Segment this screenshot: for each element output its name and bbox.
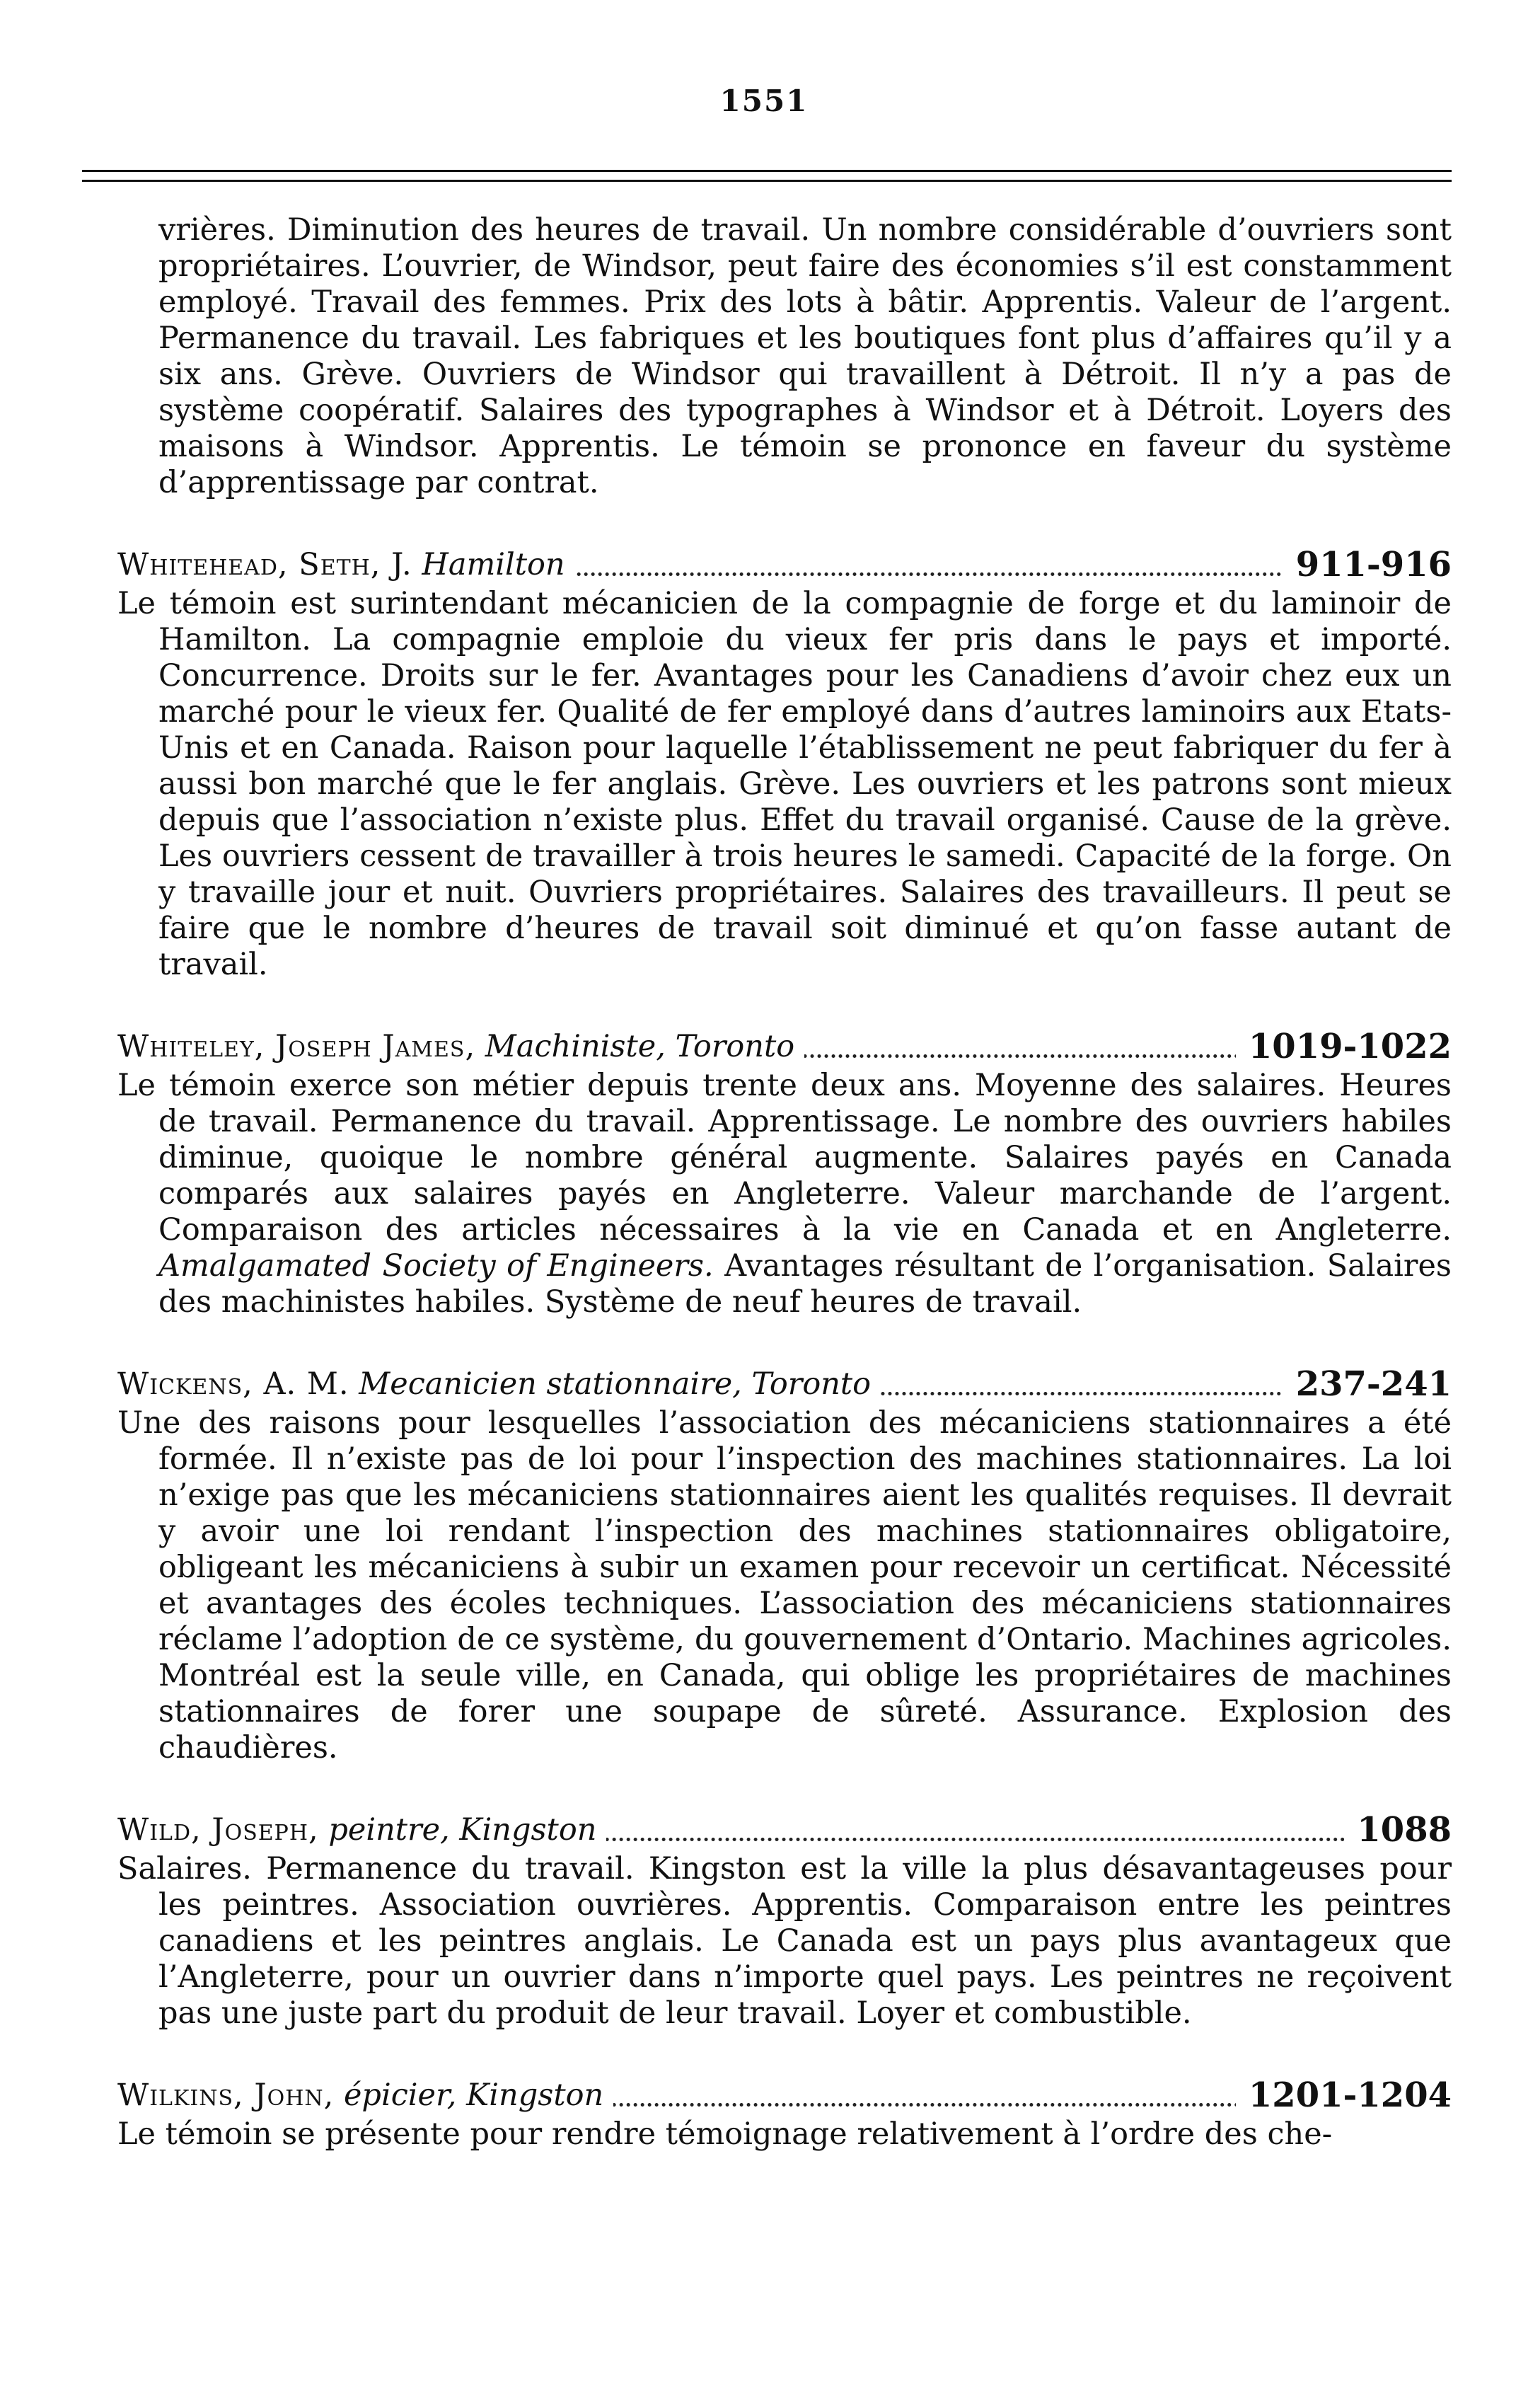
entry-heading	[117, 1810, 1452, 1850]
page-reference: 1201-1204	[1236, 2075, 1452, 2115]
entry-name-line	[117, 1810, 606, 1850]
entry-heading	[117, 1027, 1452, 1066]
witness-place: Kingston	[459, 1812, 597, 1848]
witness-place: Hamilton	[422, 547, 565, 582]
entry-heading	[117, 1364, 1452, 1404]
entry-heading	[117, 545, 1452, 584]
page-reference: 1019-1022	[1236, 1027, 1452, 1066]
page-reference: 911-916	[1283, 545, 1452, 584]
witness-name: Wickens, A. M.	[117, 1366, 349, 1402]
entry-summary: Le témoin est surintendant mécanicien de la compagnie de forge et du laminoir de Hamilton. La compagnie emploie du vieux fer pris dans le pays et importé. Concurrence. Droits sur le fer. Avantages pour les Canadiens d’avoir chez eux un marché pour le vieux fer. Qualité de fer employé dans d’autres laminoirs aux Etats-Unis et en Canada. Raison pour laquelle l’établissement ne peut fabriquer du fer à aussi bon marché que le fer anglais. Grève. Les ouvriers et les patrons sont mieux depuis que l’association n’existe plus. Effet du travail organisé. Cause de la grève. Les ouvriers cessent de travailler à trois heures le samedi. Capacité de la forge. On y travaille jour et nuit. Ouvriers propriétaires. Salaires des travailleurs. Il peut se faire que le nombre d’heures de travail soit diminué et qu’on fasse autant de travail.	[117, 586, 1452, 982]
page-content	[117, 212, 1452, 2153]
entry-summary-part: Avantages résultant de l’organisation. Salaires des machinistes habiles. Système de neuf heures de travail.	[158, 1248, 1452, 1320]
entry-name-line	[117, 2075, 613, 2115]
witness-entry	[117, 1027, 1452, 1320]
header-rule-bottom	[82, 180, 1452, 182]
witness-name: Wilkins, John,	[117, 2078, 335, 2113]
witness-occupation: Mecanicien stationnaire,	[359, 1366, 742, 1402]
witness-occupation: peintre,	[328, 1812, 450, 1848]
witness-entry	[117, 1364, 1452, 1766]
header-rule-top	[82, 170, 1452, 172]
page-reference: 237-241	[1283, 1364, 1452, 1404]
entry-name-line	[117, 545, 575, 584]
witness-entry	[117, 1810, 1452, 2032]
page-reference: 1088	[1344, 1810, 1452, 1850]
witness-entry	[117, 545, 1452, 983]
witness-entry	[117, 2075, 1452, 2153]
witness-place: Toronto	[675, 1029, 795, 1064]
entry-name-line	[117, 1364, 881, 1404]
witness-occupation: épicier,	[343, 2078, 457, 2113]
entry-summary-italic: Amalgamated Society of Engineers.	[158, 1248, 714, 1284]
entry-summary: Salaires. Permanence du travail. Kingston est la ville la plus désavantageuses pour les peintres. Association ouvrières. Apprentis. Comparaison entre les peintres canadiens et les peintres anglais. Le Canada est un pays plus avantageux que l’Angleterre, pour un ouvrier dans n’importe quel pays. Les peintres ne reçoivent pas une juste part du produit de leur travail. Loyer et combustible.	[117, 1851, 1452, 2031]
witness-name: Whiteley, Joseph James,	[117, 1029, 476, 1064]
witness-place: Kingston	[466, 2078, 604, 2113]
continued-paragraph: vrières. Diminution des heures de travail. Un nombre considérable d’ouvriers sont propriétaires. L’ouvrier, de Windsor, peut faire des économies s’il est constamment employé. Travail des femmes. Prix des lots à bâtir. Apprentis. Valeur de l’argent. Permanence du travail. Les fabriques et les boutiques font plus d’affaires qu’il y a six ans. Grève. Ouvriers de Windsor qui travaillent à Détroit. Il n’y a pas de système coopératif. Salaires des typographes à Windsor et à Détroit. Loyers des maisons à Windsor. Apprentis. Le témoin se prononce en faveur du système d’apprentissage par contrat.	[158, 212, 1452, 500]
entry-summary	[117, 1068, 1452, 1320]
witness-name: Whitehead, Seth, J.	[117, 547, 412, 582]
witness-occupation: Machiniste,	[485, 1029, 666, 1064]
entry-summary: Le témoin se présente pour rendre témoignage relativement à l’ordre des che-	[117, 2116, 1333, 2152]
witness-place: Toronto	[751, 1366, 872, 1402]
entry-name-line	[117, 1027, 804, 1066]
entry-heading	[117, 2075, 1452, 2115]
witness-name: Wild, Joseph,	[117, 1812, 319, 1848]
page-number: 1551	[719, 83, 809, 118]
entry-summary: Une des raisons pour lesquelles l’association des mécaniciens stationnaires a été formée. Il n’existe pas de loi pour l’inspection des machines stationnaires. La loi n’exige pas que les mécaniciens stationnaires aient les qualités requises. Il devrait y avoir une loi rendant l’inspection des machines stationnaires obligatoire, obligeant les mécaniciens à subir un examen pour recevoir un certificat. Nécessité et avantages des écoles techniques. L’association des mécaniciens stationnaires réclame l’adoption de ce système, du gouvernement d’Ontario. Machines agricoles. Montréal est la seule ville, en Canada, qui oblige les propriétaires de machines stationnaires de forer une soupape de sûreté. Assurance. Explosion des chaudières.	[117, 1405, 1452, 1765]
entry-summary-part: Le témoin exerce son métier depuis trente deux ans. Moyenne des salaires. Heures de travail. Permanence du travail. Apprentissage. Le nombre des ouvriers habiles diminue, quoique le nombre général augmente. Salaires payés en Canada comparés aux salaires payés en Angleterre. Valeur marchande de l’argent. Comparaison des articles nécessaires à la vie en Canada et en Angleterre.	[117, 1068, 1452, 1248]
